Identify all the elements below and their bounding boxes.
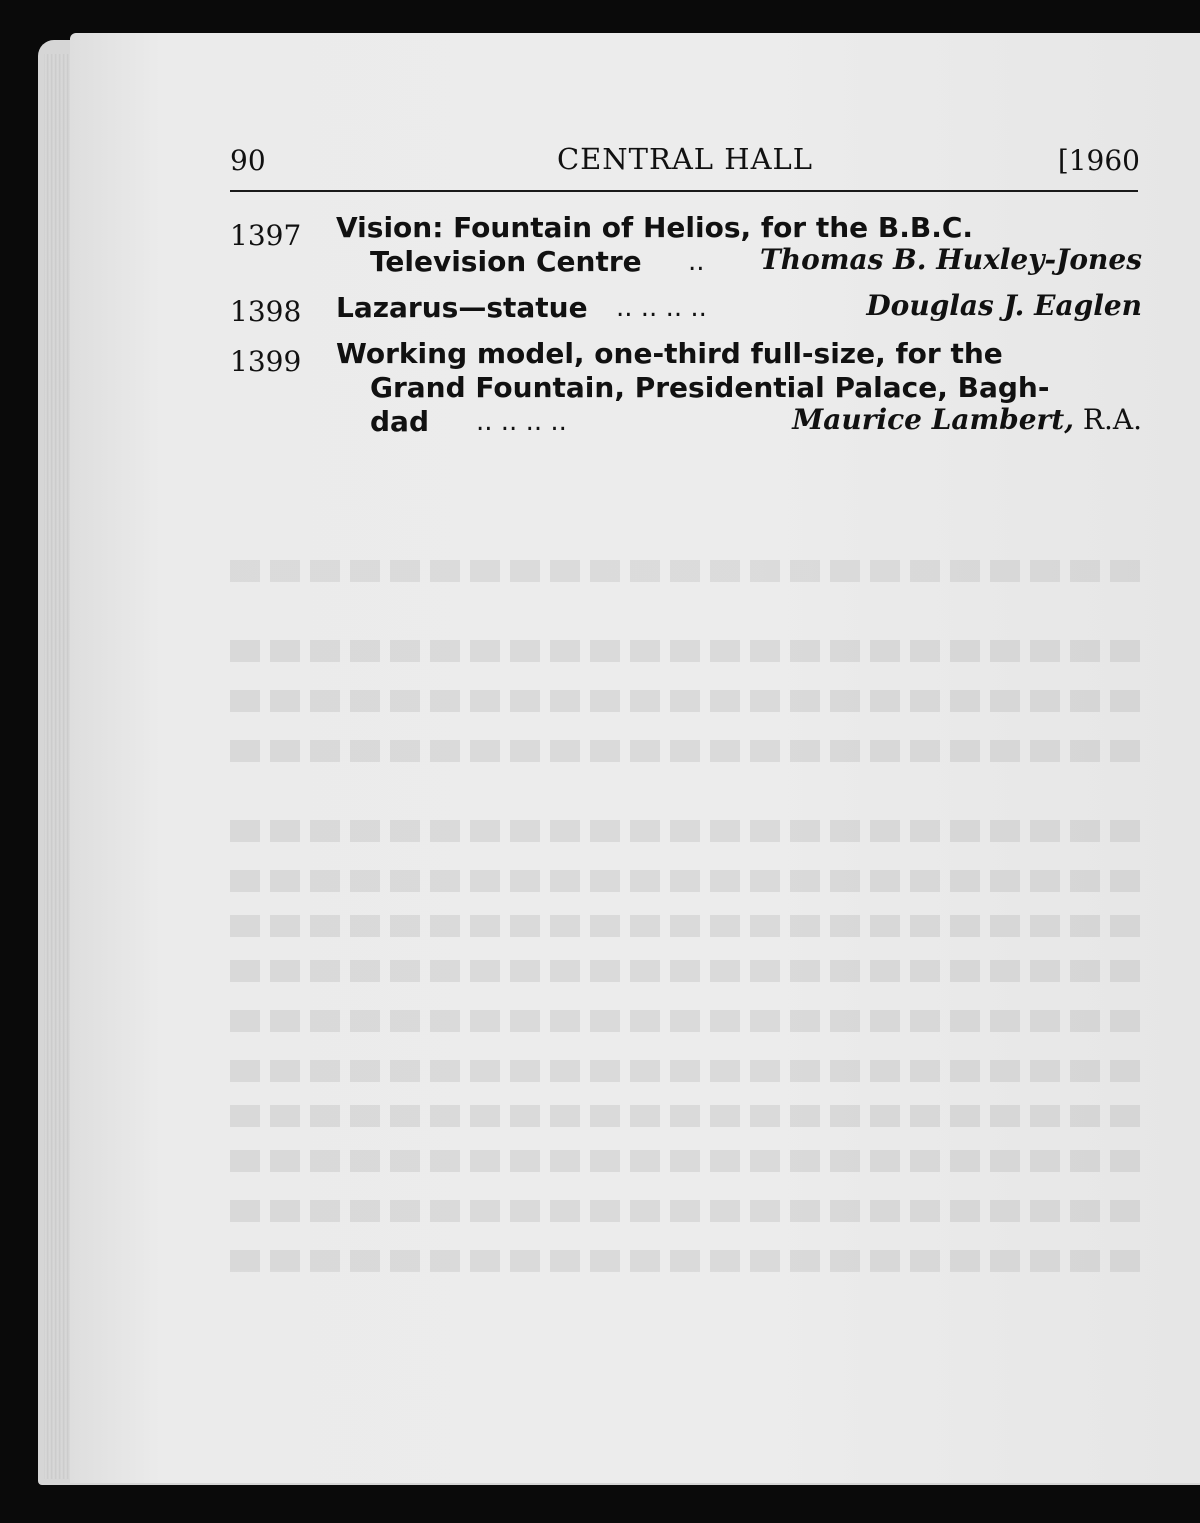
artist-name: Maurice Lambert, R.A. <box>792 403 1142 436</box>
entry-title-line: Vision: Fountain of Helios, for the B.B.C. <box>336 211 974 244</box>
catalogue-entry <box>230 205 1142 285</box>
entry-title-line: Television Centre <box>370 245 642 278</box>
show-through-from-reverse <box>230 440 1140 1300</box>
entry-number: 1399 <box>230 345 302 378</box>
running-title: CENTRAL HALL <box>556 142 814 176</box>
header-rule <box>230 190 1138 192</box>
entry-number: 1398 <box>230 295 302 328</box>
entry-number: 1397 <box>230 219 302 252</box>
entry-title-line: Lazarus—statue <box>336 291 588 324</box>
dot-leader: .. .. .. .. <box>476 407 567 437</box>
page-stack-edges <box>44 54 70 1479</box>
header-year: [1960 <box>1057 144 1140 177</box>
catalogue-entry <box>230 289 1142 329</box>
artist-name: Thomas B. Huxley-Jones <box>759 243 1142 276</box>
catalogue-entry <box>230 337 1142 447</box>
artist-name: Douglas J. Eaglen <box>866 289 1142 322</box>
page-number: 90 <box>230 144 266 177</box>
entry-title-line: Working model, one-third full-size, for the <box>336 337 1003 370</box>
dot-leader: .. <box>688 247 705 277</box>
running-header <box>230 138 1140 178</box>
entry-title-line: dad <box>370 405 429 438</box>
entry-title-line: Grand Fountain, Presidential Palace, Bagh- <box>370 371 1050 404</box>
dot-leader: .. .. .. .. <box>616 293 707 323</box>
